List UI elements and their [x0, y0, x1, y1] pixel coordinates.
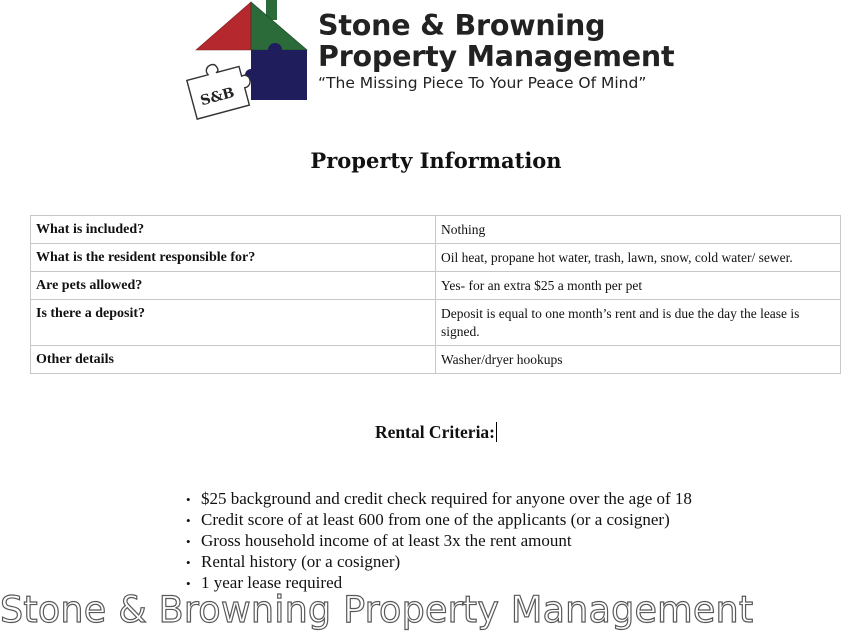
logo-text: S&B	[198, 84, 237, 110]
criteria-item	[186, 531, 692, 552]
company-logo	[183, 0, 313, 130]
info-row	[31, 300, 841, 346]
criteria-text: Rental history (or a cosigner)	[201, 552, 401, 571]
info-answer: Washer/dryer hookups	[436, 346, 841, 374]
rental-criteria-label: Rental Criteria:	[374, 422, 496, 442]
text-cursor	[496, 422, 497, 442]
bullet-icon: •	[186, 555, 191, 570]
criteria-text: 1 year lease required	[201, 573, 343, 592]
criteria-text: $25 background and credit check required for anyone over the age of 18	[201, 489, 692, 508]
info-row	[31, 346, 841, 374]
info-answer: Yes- for an extra $25 a month per pet	[436, 272, 841, 300]
info-answer: Deposit is equal to one month’s rent and is due the day the lease is signed.	[436, 300, 841, 346]
watermark: Stone & Browning Property Management	[0, 588, 754, 631]
criteria-item	[186, 489, 692, 510]
info-question: Are pets allowed?	[31, 272, 436, 300]
info-row	[31, 244, 841, 272]
info-answer: Nothing	[436, 216, 841, 244]
info-answer: Oil heat, propane hot water, trash, lawn, snow, cold water/ sewer.	[436, 244, 841, 272]
brand-name-line1: Stone & Browning	[318, 9, 606, 42]
info-row	[31, 216, 841, 244]
brand-tagline: “The Missing Piece To Your Peace Of Mind”	[318, 74, 647, 92]
criteria-list	[186, 489, 692, 594]
page-title: Property Information	[310, 148, 562, 173]
criteria-text: Gross household income of at least 3x the rent amount	[201, 531, 572, 550]
criteria-text: Credit score of at least 600 from one of the applicants (or a cosigner)	[201, 510, 670, 529]
info-question: What is the resident responsible for?	[31, 244, 436, 272]
info-question: Is there a deposit?	[31, 300, 436, 346]
bullet-icon: •	[186, 576, 191, 591]
property-info-table	[30, 215, 841, 374]
info-question: Other details	[31, 346, 436, 374]
criteria-item	[186, 552, 692, 573]
bullet-icon: •	[186, 492, 191, 507]
info-question: What is included?	[31, 216, 436, 244]
rental-criteria-title	[0, 422, 841, 443]
bullet-icon: •	[186, 534, 191, 549]
brand-block	[318, 10, 674, 92]
criteria-item	[186, 510, 692, 531]
bullet-icon: •	[186, 513, 191, 528]
brand-name-line2: Property Management	[318, 40, 675, 73]
info-row	[31, 272, 841, 300]
